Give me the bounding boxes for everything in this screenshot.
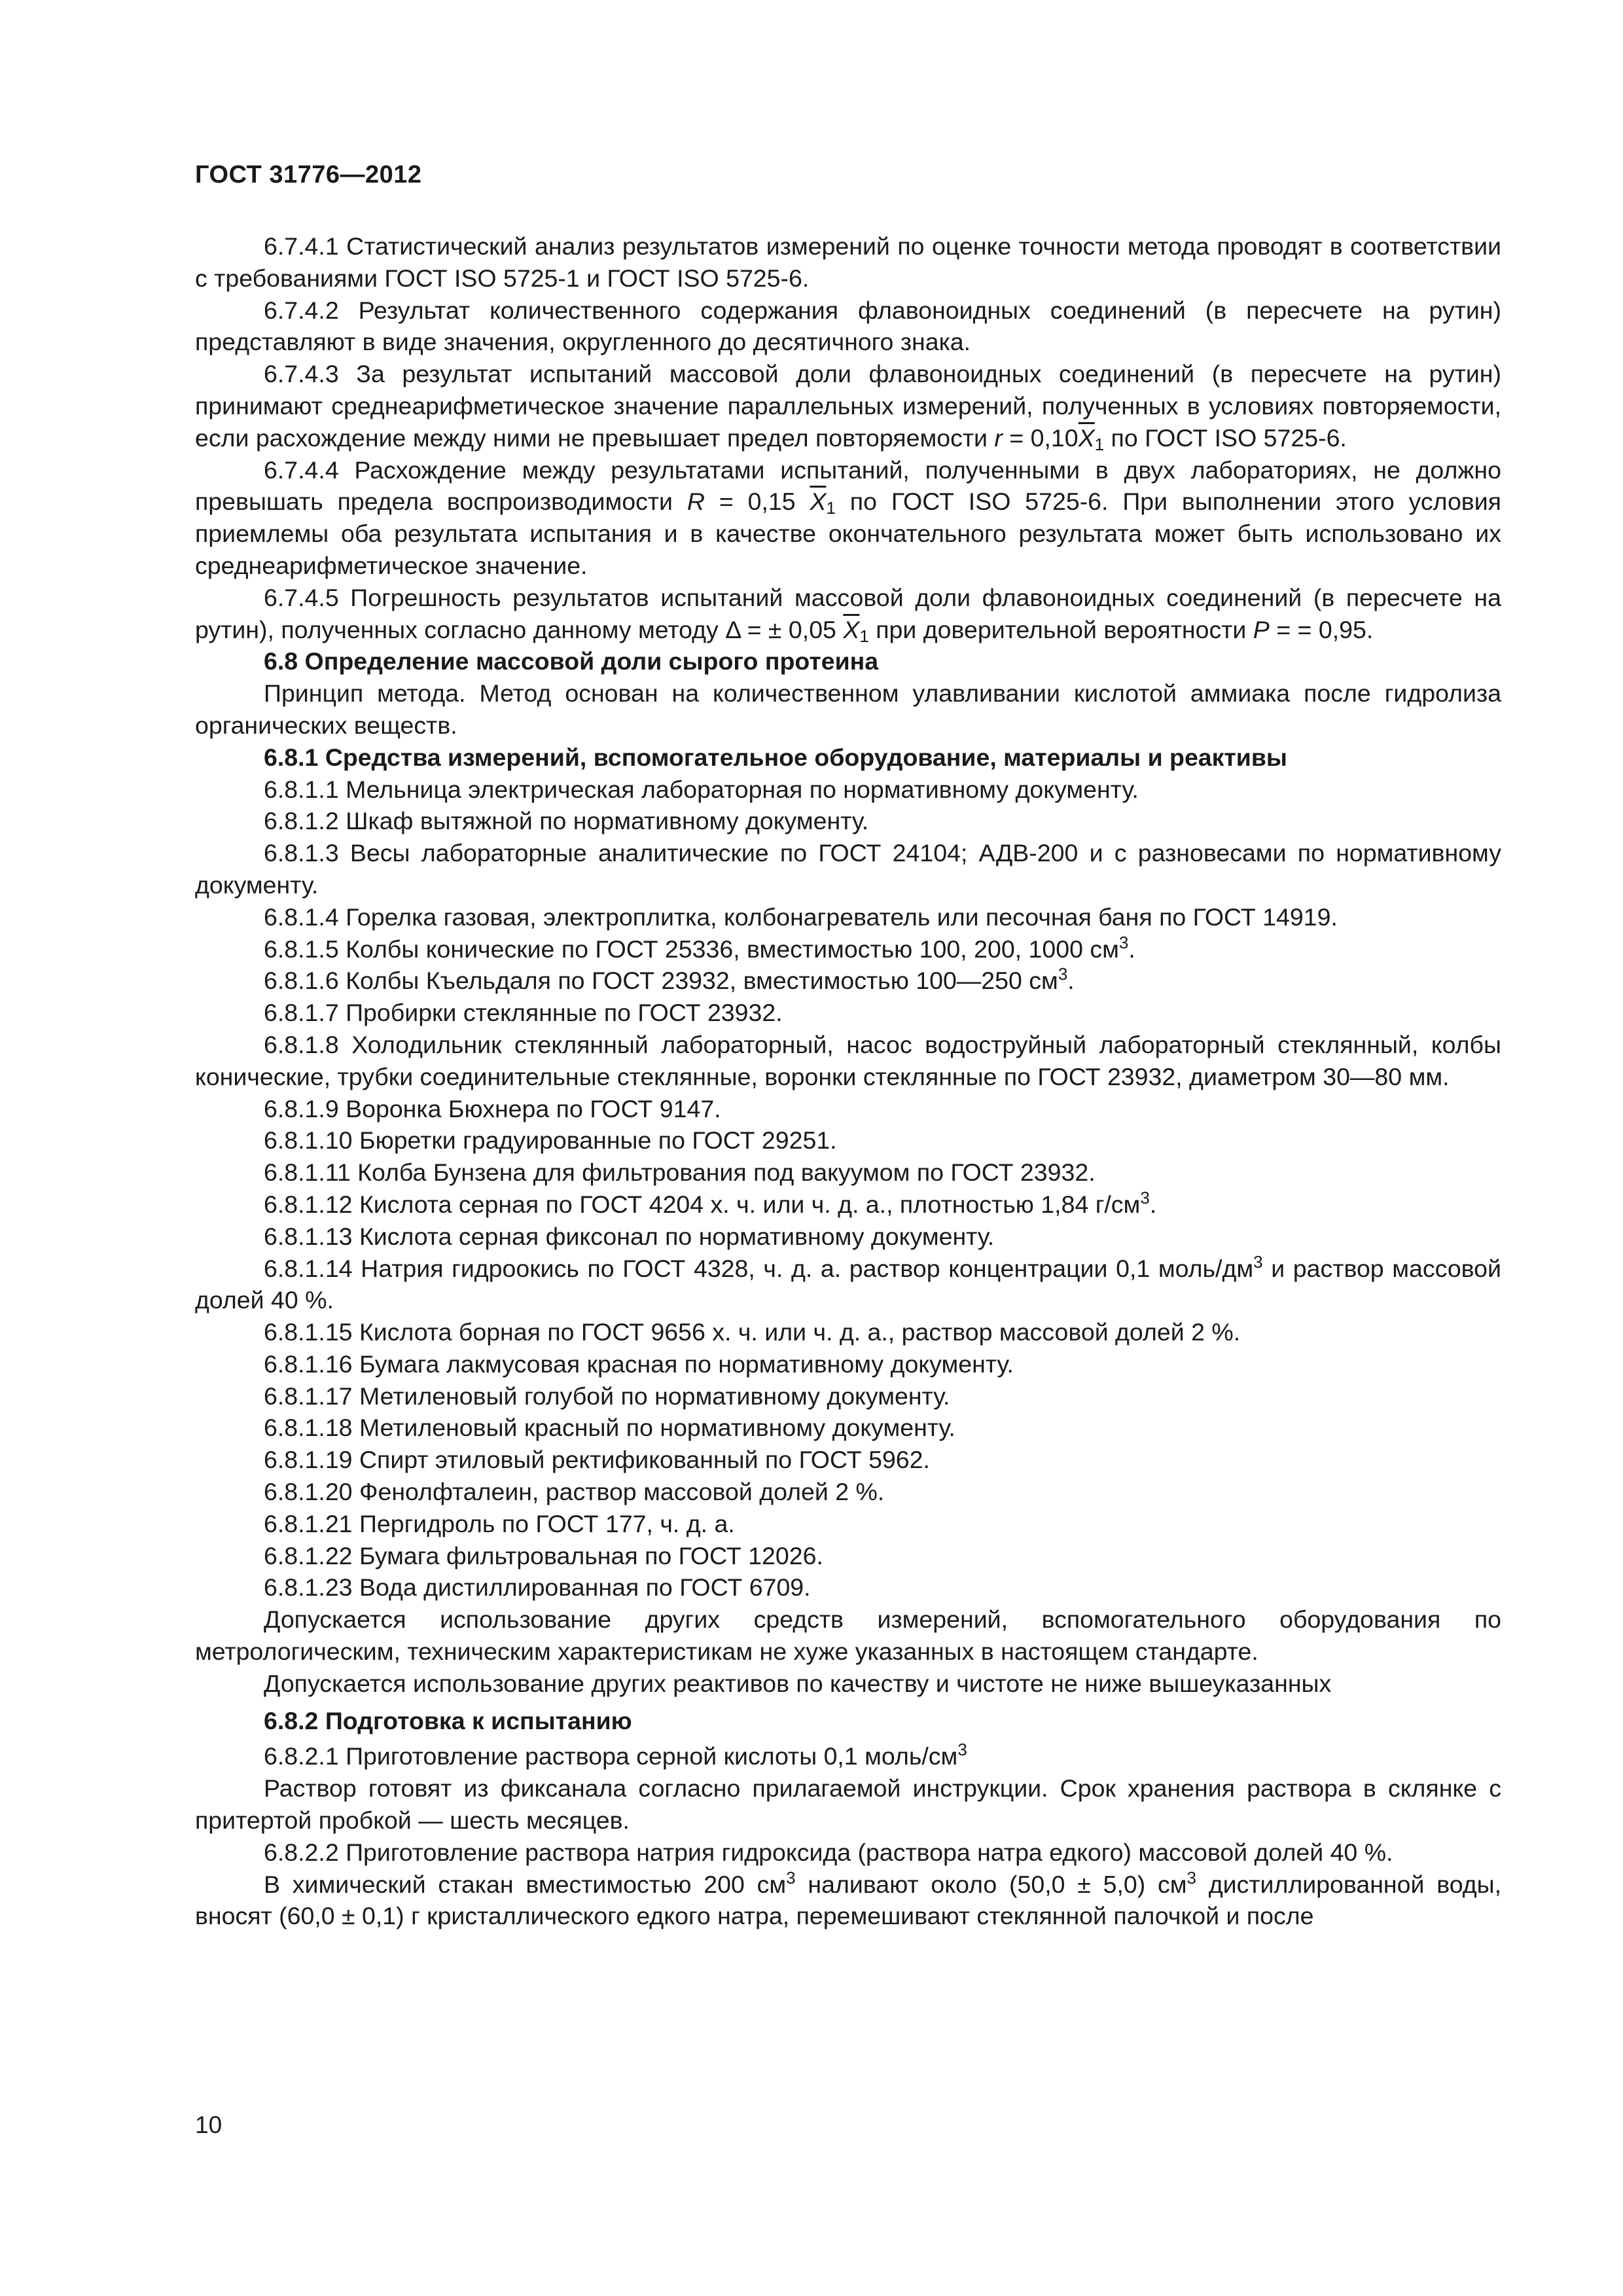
list-item: 6.8.1.11 Колба Бунзена для фильтрования под вакуумом по ГОСТ 23932.: [264, 1158, 1096, 1187]
superscript: 3: [1058, 964, 1068, 984]
list-item: 6.8.1.13 Кислота серная фиксонал по нормативному документу.: [264, 1222, 995, 1250]
paragraph-6-7-4-2: 6.7.4.2 Результат количественного содержания флавоноидных соединений (в пересчете на рутин) представляют в виде значения, округленного до десятичного знака.: [195, 296, 1501, 356]
list-item: [195, 933, 1501, 965]
paragraph-allowance-reagents: Допускается использование других реактивов по качеству и чистоте не ниже вышеуказанных: [264, 1669, 1332, 1697]
section-heading-6-8-2: 6.8.2 Подготовка к испытанию: [264, 1706, 632, 1734]
text-run: В химический стакан вместимостью 200 см: [264, 1870, 787, 1898]
list-item: 6.8.1.10 Бюретки градуированные по ГОСТ 29251.: [264, 1126, 837, 1155]
list-item: 6.8.1.4 Горелка газовая, электроплитка, колбонагреватель или песочная баня по ГОСТ 14919.: [264, 903, 1338, 931]
paragraph-6-7-4-1: 6.7.4.1 Статистический анализ результатов измерений по оценке точности метода проводят в соответствии с требованиями ГОСТ ISO 5725-1 и ГОСТ ISO 5725-6.: [195, 232, 1501, 292]
paragraph-solution-preparation: [195, 1869, 1501, 1933]
list-item: [195, 1253, 1501, 1317]
superscript: 3: [1253, 1251, 1263, 1272]
text-run: по ГОСТ ISO 5725-6.: [1104, 423, 1347, 452]
paragraph-6-7-4-5: [195, 582, 1501, 646]
text-run: 6.8.1.5 Колбы конические по ГОСТ 25336, вместимостью 100, 200, 1000 см: [264, 935, 1119, 963]
list-item: 6.8.1.7 Пробирки стеклянные по ГОСТ 23932.: [264, 999, 783, 1027]
formula-mean-symbol: $\overline{X}$: [810, 488, 827, 516]
text-run: .: [1149, 1190, 1157, 1218]
paragraph-6-7-4-4: [195, 454, 1501, 582]
list-item: 6.8.1.18 Метиленовый красный по нормативному документу.: [264, 1414, 955, 1442]
list-item: 6.8.1.15 Кислота борная по ГОСТ 9656 х. ч. или ч. д. а., раствор массовой долей 2 %.: [264, 1318, 1241, 1346]
list-item: 6.8.1.9 Воронка Бюхнера по ГОСТ 9147.: [264, 1094, 721, 1122]
text-run: при доверительной вероятности: [868, 615, 1253, 643]
formula-mean-symbol: $\overline{X}$: [843, 615, 860, 643]
formula-symbol: r: [994, 423, 1003, 452]
text-run: = = 0,95.: [1269, 615, 1374, 643]
text-run: дистиллированной воды, вносят (60,0 ± 0,1) г кристаллического едкого натра, перемешивают стеклянной палочкой и после: [195, 1870, 1501, 1930]
text-run: 6.7.4.4 Расхождение между результатами испытаний, полученными в двух лабораториях, не должно превышать предела воспроизводимости: [195, 456, 1501, 516]
list-item: [195, 1189, 1501, 1221]
section-heading-6-8-1: 6.8.1 Средства измерений, вспомогательное оборудование, материалы и реактивы: [264, 743, 1287, 771]
list-item: 6.8.1.19 Спирт этиловый ректификованный по ГОСТ 5962.: [264, 1446, 930, 1474]
text-run: по ГОСТ ISO 5725-6. При выполнении этого условия приемлемы оба результата испытания и в качестве окончательного результата может быть использовано их среднеарифметическое значение.: [195, 488, 1501, 579]
text-run: .: [1067, 967, 1075, 995]
paragraph-allowance-equipment: Допускается использование других средств измерений, вспомогательного оборудования по метрологическим, техническим характеристикам не хуже указанных в настоящем стандарте.: [195, 1605, 1501, 1666]
document-header: ГОСТ 31776—2012: [195, 161, 422, 188]
paragraph-method-principle: Принцип метода. Метод основан на количественном улавливании кислотой аммиака после гидролиза органических веществ.: [195, 679, 1501, 739]
paragraph-6-8-2-1: [195, 1740, 1501, 1772]
text-run: 6.8.1.12 Кислота серная по ГОСТ 4204 х. ч. или ч. д. а., плотностью 1,84 г/см: [264, 1190, 1141, 1218]
list-item: 6.8.1.22 Бумага фильтровальная по ГОСТ 12026.: [264, 1541, 823, 1570]
superscript: 3: [1118, 932, 1129, 952]
page-number: 10: [195, 2111, 223, 2138]
list-item: 6.8.1.1 Мельница электрическая лабораторная по нормативному документу.: [264, 775, 1139, 803]
list-item: [195, 965, 1501, 997]
formula-symbol: P: [1253, 615, 1270, 643]
text-run: и раствор массовой долей 40 %.: [195, 1254, 1501, 1314]
list-item: 6.8.1.2 Шкаф вытяжной по нормативному документу.: [264, 807, 869, 835]
text-run: 6.8.1.14 Натрия гидроокись по ГОСТ 4328, ч. д. а. раствор концентрации 0,1 моль/дм: [264, 1254, 1254, 1282]
formula-subscript: 1: [826, 498, 836, 518]
superscript: 3: [786, 1867, 796, 1888]
text-run: = 0,15: [704, 488, 810, 516]
list-item: 6.8.1.16 Бумага лакмусовая красная по нормативному документу.: [264, 1350, 1014, 1378]
text-run: .: [1128, 935, 1135, 963]
text-run: 6.7.4.5 Погрешность результатов испытаний массовой доли флавоноидных соединений (в пересчете на рутин), полученных согласно данному методу Δ = ± 0,05: [195, 583, 1501, 643]
text-run: 6.8.1.6 Колбы Къельдаля по ГОСТ 23932, вместимостью 100—250 см: [264, 967, 1058, 995]
superscript: 3: [957, 1740, 967, 1760]
paragraph-6-7-4-3: [195, 358, 1501, 454]
list-item: 6.8.1.8 Холодильник стеклянный лабораторный, насос водоструйный лабораторный стеклянный, колбы конические, трубки соединительные стеклянные, воронки стеклянные по ГОСТ 23932, диаметром 30—80 мм.: [195, 1030, 1501, 1090]
list-item: 6.8.1.23 Вода дистиллированная по ГОСТ 6709.: [264, 1573, 811, 1602]
text-run: 6.7.4.3 За результат испытаний массовой доли флавоноидных соединений (в пересчете на рутин) принимают среднеарифметическое значение параллельных измерений, полученных в условиях повторяемости, если расхождение между ними не превышает предел повторяемости: [195, 360, 1501, 452]
formula-subscript: 1: [859, 626, 869, 646]
section-heading-6-8: 6.8 Определение массовой доли сырого протеина: [264, 647, 879, 675]
text-run: = 0,10: [1002, 423, 1079, 452]
list-item: 6.8.1.3 Весы лабораторные аналитические по ГОСТ 24104; АДВ-200 и с разновесами по нормативному документу.: [195, 839, 1501, 899]
document-body: [195, 230, 1501, 1932]
formula-mean-symbol: $\overline{X}$: [1078, 423, 1095, 452]
superscript: 3: [1186, 1867, 1196, 1888]
formula-subscript: 1: [1094, 434, 1105, 454]
text-run: наливают около (50,0 ± 5,0) см: [795, 1870, 1187, 1898]
paragraph-solution-storage: Раствор готовят из фиксанала согласно прилагаемой инструкции. Срок хранения раствора в склянке с притертой пробкой — шесть месяцев.: [195, 1774, 1501, 1835]
list-item: 6.8.1.21 Пергидроль по ГОСТ 177, ч. д. а.: [264, 1509, 735, 1537]
formula-symbol: R: [687, 488, 705, 516]
list-item: 6.8.1.20 Фенолфталеин, раствор массовой долей 2 %.: [264, 1478, 885, 1506]
superscript: 3: [1140, 1187, 1150, 1208]
list-item: 6.8.1.17 Метиленовый голубой по нормативному документу.: [264, 1382, 950, 1410]
paragraph-6-8-2-2: 6.8.2.2 Приготовление раствора натрия гидроксида (раствора натра едкого) массовой долей 40 %.: [264, 1838, 1393, 1866]
text-run: 6.8.2.1 Приготовление раствора серной кислоты 0,1 моль/см: [264, 1742, 958, 1770]
